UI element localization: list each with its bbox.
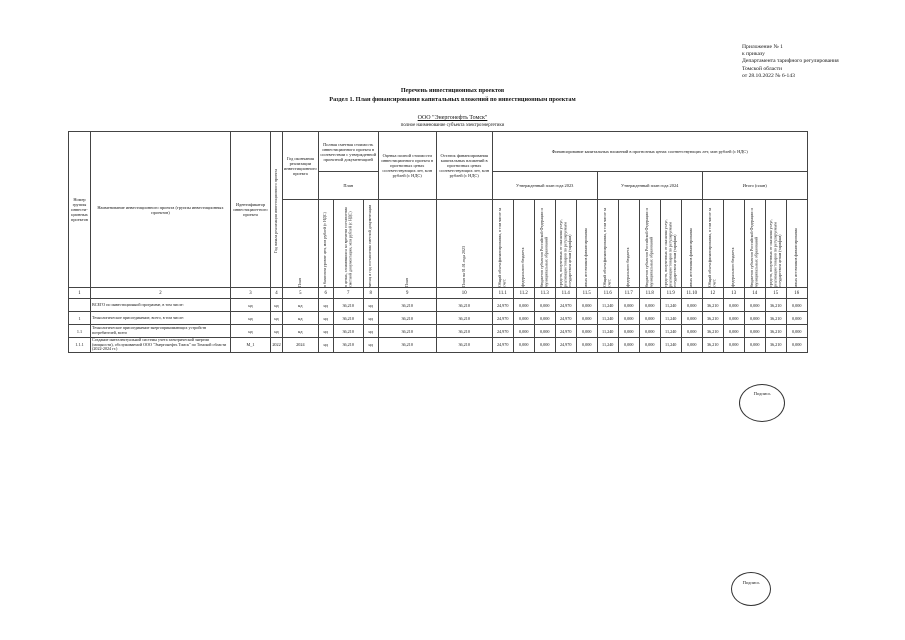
cell-c6: нд xyxy=(318,312,333,325)
col-number: 6 xyxy=(318,288,333,299)
data-rows xyxy=(69,299,808,353)
header-base-prices-cell xyxy=(318,200,333,288)
col-number: 3 xyxy=(231,288,271,299)
cell-value: 36,210 xyxy=(702,299,723,312)
header-current-prices: в ценах, сложившихся ко времени составления сметной документации, млн рублей (с НДС) xyxy=(342,206,353,287)
header-plan-sub: План xyxy=(297,277,303,287)
header-sub-regional: бюджетов субъектов Российской Федерации и муниципальных образований xyxy=(644,207,654,287)
col-number: 8 xyxy=(363,288,378,299)
hdr-cell xyxy=(702,200,723,288)
cell-value: 0,000 xyxy=(513,299,534,312)
cell-value: 0,000 xyxy=(534,325,555,338)
cell-value: 0,000 xyxy=(513,338,534,353)
cell-y2: 2024 xyxy=(283,338,319,353)
cell-y1: 2022 xyxy=(271,338,283,353)
header-project-id: Идентификатор инвестицион-ного проекта xyxy=(231,132,271,288)
header-full-cost-estimate: Оценка полной стоимости инвестиционного проекта в прогнозных ценах соответствующих лет, млн рублей (с НДС) xyxy=(378,132,436,200)
hdr-cell xyxy=(555,200,576,288)
cell-c8: нд xyxy=(363,338,378,353)
cell-id: М_1 xyxy=(231,338,271,353)
cell-c8: нд xyxy=(363,312,378,325)
cell-value: 0,000 xyxy=(618,338,639,353)
header-sub-federal: федерального бюджета xyxy=(520,247,526,287)
col-number: 11.6 xyxy=(597,288,618,299)
hdr-cell xyxy=(618,200,639,288)
cell-id: нд xyxy=(231,325,271,338)
col-number: 11.5 xyxy=(576,288,597,299)
cell-value: 0,000 xyxy=(639,312,660,325)
header-plan-estimate: План xyxy=(403,277,409,287)
appendix-line: Томской области xyxy=(742,65,783,72)
document-title: Перечень инвестиционных проектов xyxy=(400,87,505,94)
col-number: 1 xyxy=(69,288,91,299)
col-number: 4 xyxy=(271,288,283,299)
cell-value: 0,000 xyxy=(723,299,744,312)
cell-y2: нд xyxy=(283,325,319,338)
col-number: 11.9 xyxy=(660,288,681,299)
cell-value: 36,210 xyxy=(702,338,723,353)
cell-value: 24,970 xyxy=(492,338,513,353)
appendix-line: к приказу xyxy=(742,51,765,58)
cell-value: 0,000 xyxy=(618,312,639,325)
cell-name: ВСЕГО по инвестиционной программе, в том числе: xyxy=(91,299,231,312)
cell-c7: 36,210 xyxy=(333,299,363,312)
cell-value: 24,970 xyxy=(492,312,513,325)
cell-value: 0,000 xyxy=(534,312,555,325)
cell-c9: 36,210 xyxy=(378,338,436,353)
hdr-cell xyxy=(681,200,702,288)
header-plan: План xyxy=(318,172,378,200)
header-sub-own: средств, полученных от оказания услуг, реализации товаров по регулируемым государством ценам (тарифам) xyxy=(662,218,677,287)
cell-value: 11,240 xyxy=(660,299,681,312)
cell-value: 24,970 xyxy=(555,325,576,338)
signature-stamp xyxy=(731,572,771,606)
col-number: 13 xyxy=(723,288,744,299)
cell-value: 0,000 xyxy=(513,312,534,325)
cell-value: 36,210 xyxy=(765,299,786,312)
header-year-start-cell xyxy=(271,132,283,288)
cell-y1: нд xyxy=(271,299,283,312)
appendix-block xyxy=(742,44,862,80)
header-sub-federal: федерального бюджета xyxy=(625,247,631,287)
col-number: 2 xyxy=(91,288,231,299)
cell-value: 36,210 xyxy=(765,338,786,353)
cell-id: нд xyxy=(231,299,271,312)
column-number-row xyxy=(69,288,808,299)
cell-id: нд xyxy=(231,312,271,325)
cell-y2: нд xyxy=(283,312,319,325)
header-project-name: Наименование инвестиционного проекта (группы инвестиционных проектов) xyxy=(91,132,231,288)
hdr-cell xyxy=(744,200,765,288)
cell-value: 11,240 xyxy=(597,325,618,338)
cell-c8: нд xyxy=(363,325,378,338)
cell-c9: 36,210 xyxy=(378,325,436,338)
header-sub-own: средств, полученных от оказания услуг, реализации товаров по регулируемым государством ценам (тарифам) xyxy=(767,218,782,287)
hdr-cell xyxy=(597,200,618,288)
cell-value: 0,000 xyxy=(786,299,807,312)
cell-value: 0,000 xyxy=(681,312,702,325)
hdr-cell xyxy=(765,200,786,288)
header-sub-federal: федерального бюджета xyxy=(730,247,736,287)
cell-c6: нд xyxy=(318,325,333,338)
cell-value: 24,970 xyxy=(492,325,513,338)
cell-value: 0,000 xyxy=(786,312,807,325)
cell-c7: 36,210 xyxy=(333,338,363,353)
cell-value: 11,240 xyxy=(597,338,618,353)
table-row xyxy=(69,338,808,353)
cell-value: 11,240 xyxy=(597,312,618,325)
cell-value: 11,240 xyxy=(660,325,681,338)
col-number: 10 xyxy=(436,288,492,299)
cell-value: 0,000 xyxy=(639,325,660,338)
cell-c10: 36,210 xyxy=(436,325,492,338)
col-number: 11.1 xyxy=(492,288,513,299)
cell-value: 0,000 xyxy=(744,338,765,353)
header-sub-other: иных источников финансирования xyxy=(583,227,589,287)
col-number: 14 xyxy=(744,288,765,299)
cell-value: 0,000 xyxy=(723,338,744,353)
header-total: Итого (план) xyxy=(702,172,807,200)
header-sub-other: иных источников финансирования xyxy=(688,227,694,287)
header-year-end: Год окончания реализации инвестиционного проекта xyxy=(283,132,319,200)
header-remaining-date: План на 01.01.года 2023 xyxy=(460,245,466,287)
cell-value: 24,970 xyxy=(555,299,576,312)
cell-value: 0,000 xyxy=(639,299,660,312)
header-base-prices: в базисном уровне цен, млн рублей (с НДС) xyxy=(322,211,328,287)
cell-value: 36,210 xyxy=(765,312,786,325)
cell-value: 0,000 xyxy=(618,299,639,312)
header-year-2023: Утвержденный план года 2023 xyxy=(492,172,597,200)
appendix-line: от 28.10.2022 № 6-143 xyxy=(742,72,795,79)
header-sub-total: Общий объем финансирования, в том числе за счет: xyxy=(602,207,612,287)
cell-c9: 36,210 xyxy=(378,312,436,325)
header-financing: Финансирование капитальных вложений в прогнозных ценах соответствующих лет, млн рублей (с НДС) xyxy=(492,132,807,172)
organization-name-text: ООО "Энергонефть Томск" xyxy=(417,115,488,121)
col-number: 15 xyxy=(765,288,786,299)
header-sub-regional: бюджетов субъектов Российской Федерации и муниципальных образований xyxy=(749,207,759,287)
cell-value: 24,970 xyxy=(555,338,576,353)
cell-value: 0,000 xyxy=(786,325,807,338)
col-number: 9 xyxy=(378,288,436,299)
cell-value: 0,000 xyxy=(534,299,555,312)
organization-name xyxy=(0,115,905,121)
cell-value: 36,210 xyxy=(702,325,723,338)
cell-y1: нд xyxy=(271,312,283,325)
cell-no: 1.1.1 xyxy=(69,338,91,353)
cell-c10: 36,210 xyxy=(436,312,492,325)
cell-value: 11,240 xyxy=(660,338,681,353)
table-row xyxy=(69,325,808,338)
header-plan-estimate-cell xyxy=(378,200,436,288)
cell-name: Технологическое присоединение энергопринимающих устройств потребителей, всего xyxy=(91,325,231,338)
hdr-cell xyxy=(660,200,681,288)
header-full-cost: Полная сметная стоимость инвестиционного проекта в соответствии с утвержденной проектной документацией xyxy=(318,132,378,172)
hdr-cell xyxy=(723,200,744,288)
cell-c10: 36,210 xyxy=(436,338,492,353)
cell-y2: нд xyxy=(283,299,319,312)
col-number: 7 xyxy=(333,288,363,299)
header-sub-total: Общий объем финансирования, в том числе за счет: xyxy=(707,207,717,287)
col-number: 11.8 xyxy=(639,288,660,299)
investment-table xyxy=(68,131,808,353)
header-plan-cell xyxy=(283,200,319,288)
hdr-cell xyxy=(492,200,513,288)
cell-value: 0,000 xyxy=(576,299,597,312)
signature-stamp-text: Подпись xyxy=(753,391,771,396)
hdr-cell xyxy=(786,200,807,288)
cell-value: 0,000 xyxy=(744,312,765,325)
header-sub-own: средств, полученных от оказания услуг, реализации товаров по регулируемым государством ценам (тарифам) xyxy=(557,218,572,287)
header-current-prices-cell xyxy=(333,200,363,288)
appendix-line: Приложение № 1 xyxy=(742,44,783,50)
col-number: 5 xyxy=(283,288,319,299)
cell-value: 0,000 xyxy=(534,338,555,353)
col-number: 11.4 xyxy=(555,288,576,299)
cell-value: 0,000 xyxy=(513,325,534,338)
cell-value: 11,240 xyxy=(597,299,618,312)
header-remaining-date-cell xyxy=(436,200,492,288)
appendix-line: Департамента тарифного регулирования xyxy=(742,58,839,65)
signature-stamp-text: Подпись xyxy=(742,580,760,585)
cell-no: 1 xyxy=(69,312,91,325)
cell-value: 36,210 xyxy=(765,325,786,338)
cell-value: 0,000 xyxy=(681,299,702,312)
header-sub-other: иных источников финансирования xyxy=(793,227,799,287)
table-row xyxy=(69,312,808,325)
cell-no xyxy=(69,299,91,312)
cell-value: 36,210 xyxy=(702,312,723,325)
table-row xyxy=(69,299,808,312)
cell-value: 0,000 xyxy=(723,312,744,325)
cell-value: 0,000 xyxy=(618,325,639,338)
cell-value: 0,000 xyxy=(744,325,765,338)
hdr-cell xyxy=(534,200,555,288)
cell-name: Технологическое присоединение, всего, в том числе: xyxy=(91,312,231,325)
cell-c8: нд xyxy=(363,299,378,312)
hdr-cell xyxy=(576,200,597,288)
cell-c10: 36,210 xyxy=(436,299,492,312)
header-estimate-date: месяц и год составления сметной документации xyxy=(367,204,373,287)
cell-c7: 36,210 xyxy=(333,325,363,338)
cell-c6: нд xyxy=(318,338,333,353)
header-sub-total: Общий объем финансирования, в том числе за счет: xyxy=(497,207,507,287)
col-number: 12 xyxy=(702,288,723,299)
cell-value: 0,000 xyxy=(786,338,807,353)
cell-no: 1.1 xyxy=(69,325,91,338)
col-number: 11.10 xyxy=(681,288,702,299)
signature-stamp xyxy=(739,384,785,422)
cell-value: 0,000 xyxy=(681,338,702,353)
cell-name: Создание интеллектуальной системы учета электрической энергии (мощности), обслуживаемой ООО "Энергонефть Томск" по Томской области (2022-2024 гг.) xyxy=(91,338,231,353)
cell-value: 0,000 xyxy=(681,325,702,338)
cell-value: 0,000 xyxy=(576,312,597,325)
cell-value: 0,000 xyxy=(723,325,744,338)
header-year-start: Год начала реализации инвестиционного проекта xyxy=(273,168,279,253)
header-remaining-cost: Остаток финансирования капитальных вложений в прогнозных ценах соответствующих лет, млн рублей (с НДС) xyxy=(436,132,492,200)
cell-value: 24,970 xyxy=(555,312,576,325)
col-number: 16 xyxy=(786,288,807,299)
hdr-cell xyxy=(639,200,660,288)
cell-c6: нд xyxy=(318,299,333,312)
cell-c7: 36,210 xyxy=(333,312,363,325)
cell-value: 0,000 xyxy=(744,299,765,312)
col-number: 11.2 xyxy=(513,288,534,299)
cell-value: 0,000 xyxy=(576,338,597,353)
header-year-2024: Утвержденный план года 2024 xyxy=(597,172,702,200)
cell-c9: 36,210 xyxy=(378,299,436,312)
header-group-no: Номер группы инвести-ционных проектов xyxy=(69,132,91,288)
cell-value: 24,970 xyxy=(492,299,513,312)
col-number: 11.7 xyxy=(618,288,639,299)
cell-value: 0,000 xyxy=(639,338,660,353)
header-estimate-date-cell xyxy=(363,200,378,288)
cell-value: 11,240 xyxy=(660,312,681,325)
cell-y1: нд xyxy=(271,325,283,338)
hdr-cell xyxy=(513,200,534,288)
header-sub-regional: бюджетов субъектов Российской Федерации и муниципальных образований xyxy=(539,207,549,287)
cell-value: 0,000 xyxy=(576,325,597,338)
col-number: 11.3 xyxy=(534,288,555,299)
organization-caption: полное наименование субъекта электроэнергетики xyxy=(400,123,505,128)
section-title: Раздел 1. План финансирования капитальных вложений по инвестиционным проектам xyxy=(329,96,576,103)
